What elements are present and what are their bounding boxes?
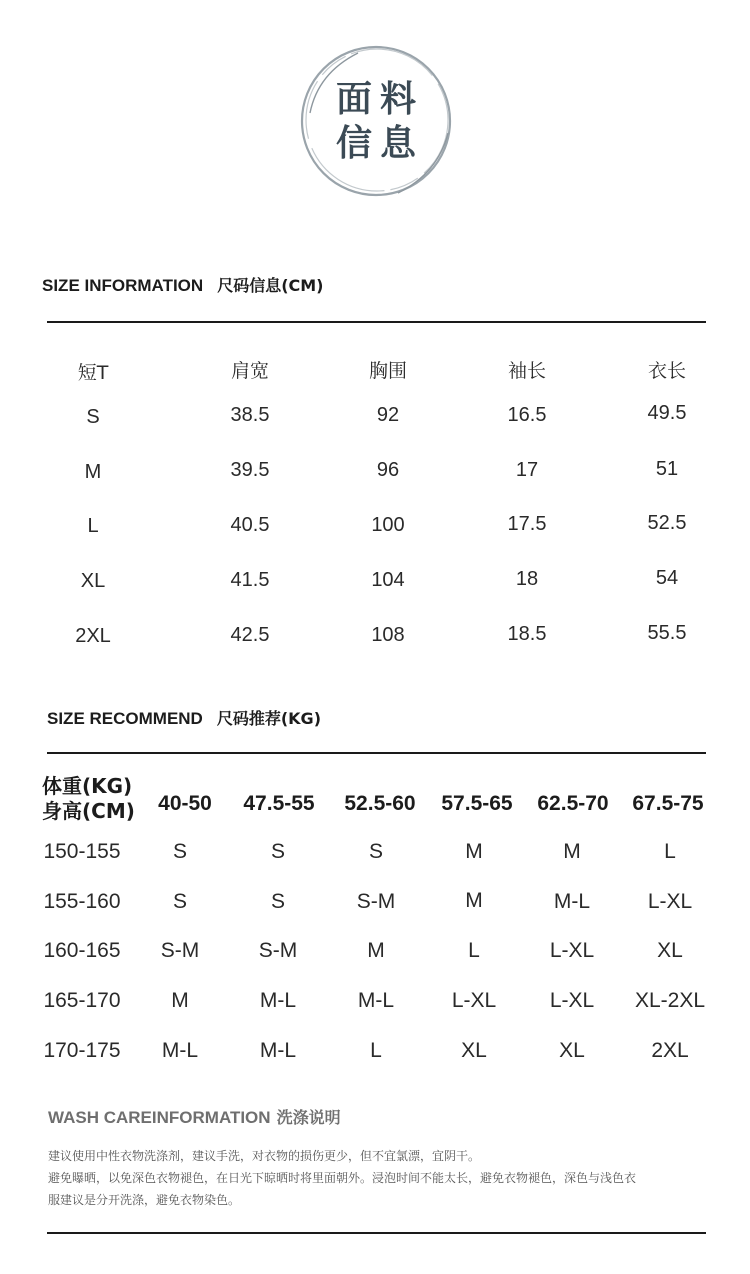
recommend-cell: XL [559,1039,585,1062]
table-cell: 92 [376,404,400,426]
recommend-cell: M [563,840,581,863]
recommend-cell: S-M [258,939,298,962]
recommend-cell: L [370,1039,382,1062]
wash-care-title-zh: 洗涤说明 [276,1108,341,1127]
recommend-cell: M [465,840,483,863]
table-header: 衣长 [647,360,686,382]
recommend-cell: S [172,890,187,913]
table-cell: 40.5 [230,514,270,536]
fabric-info-emblem [298,43,454,199]
recommend-cell: M [367,939,385,962]
weight-column-header: 67.5-75 [632,792,704,815]
wash-care-line: 避免曝晒，以免深色衣物褪色，在日光下晾晒时将里面朝外。浸泡时间不能太长，避免衣物褪色，深色与浅色衣 [48,1171,637,1185]
recommend-cell: L-XL [549,939,595,962]
table-cell: 42.5 [230,624,270,646]
height-row-header: 165-170 [43,989,121,1012]
table-cell: 52.5 [647,512,687,534]
weight-column-header: 52.5-60 [344,792,416,815]
size-info-title [42,273,323,296]
weight-label: 体重(KG) [42,774,133,798]
weight-column-header: 57.5-65 [441,792,513,815]
table-cell: 51 [655,458,679,480]
table-cell: 41.5 [230,569,270,591]
recommend-cell: M-L [161,1039,199,1062]
recommend-cell: L-XL [647,890,693,913]
table-cell: L [87,515,99,537]
table-cell: 16.5 [507,404,547,426]
table-cell: 2XL [75,625,111,647]
height-row-header: 170-175 [43,1039,121,1062]
table-cell: XL [80,570,106,592]
recommend-cell: 2XL [651,1039,689,1062]
table-cell: 104 [371,569,405,591]
wash-care-line: 建议使用中性衣物洗涤剂，建议手洗，对衣物的损伤更少，但不宜氯漂，宜阴干。 [48,1149,481,1163]
height-row-header: 160-165 [43,939,121,962]
weight-column-header: 47.5-55 [243,792,315,815]
table-cell: 17.5 [507,513,547,535]
recommend-cell: XL-2XL [634,989,706,1012]
size-recommend-title-zh: 尺码推荐(KG) [216,709,322,728]
recommend-cell: L-XL [549,989,595,1012]
recommend-cell: M-L [259,989,297,1012]
recommend-cell: L [468,939,480,962]
divider [47,321,706,323]
corner-header [42,774,135,824]
recommend-cell: S [368,840,383,863]
table-header: 胸围 [368,360,407,382]
size-info-title-zh: 尺码信息(CM) [217,276,324,295]
size-info-title-en: SIZE INFORMATION [42,276,204,295]
table-cell: 39.5 [230,459,270,481]
wash-care-line: 服建议是分开洗涤，避免衣物染色。 [48,1193,241,1207]
weight-column-header: 40-50 [158,792,212,815]
table-cell: 17 [515,459,539,481]
table-cell: 100 [371,514,405,536]
recommend-cell: S [172,840,187,863]
height-row-header: 155-160 [43,890,121,913]
wash-care-title [48,1105,341,1128]
recommend-cell: M-L [553,890,591,913]
table-cell: 55.5 [647,622,687,644]
table-cell: 54 [655,567,679,589]
recommend-cell: L [664,840,676,863]
table-cell: 108 [371,624,405,646]
divider [47,1232,706,1234]
recommend-cell: XL [461,1039,487,1062]
table-cell: 18 [515,568,539,590]
table-cell: 18.5 [507,623,547,645]
recommend-cell: S [270,840,285,863]
wash-care-title-en: WASH CAREINFORMATION [48,1108,271,1127]
size-recommend-title-en: SIZE RECOMMEND [47,709,203,728]
emblem-line-2: 信息 [335,122,424,164]
table-cell: S [86,406,100,428]
recommend-cell: XL [657,939,683,962]
height-row-header: 150-155 [43,840,121,863]
table-cell: 38.5 [230,404,270,426]
table-header: 袖长 [507,360,546,382]
recommend-cell: S-M [356,890,396,913]
table-header: 短T [77,362,109,384]
table-cell: 49.5 [647,402,687,424]
recommend-cell: M [171,989,189,1012]
recommend-cell: S-M [160,939,200,962]
table-cell: 96 [376,459,400,481]
recommend-cell: L-XL [451,989,497,1012]
recommend-cell: M-L [259,1039,297,1062]
recommend-cell: S [270,890,285,913]
recommend-cell: M-L [357,989,395,1012]
emblem-title [298,43,454,199]
weight-column-header: 62.5-70 [537,792,609,815]
emblem-line-1: 面料 [335,78,424,120]
divider [47,752,706,754]
size-recommend-title [47,706,321,729]
height-label: 身高(CM) [42,799,135,823]
recommend-cell: M [465,889,483,912]
table-cell: M [84,461,102,483]
table-header: 肩宽 [230,360,269,382]
